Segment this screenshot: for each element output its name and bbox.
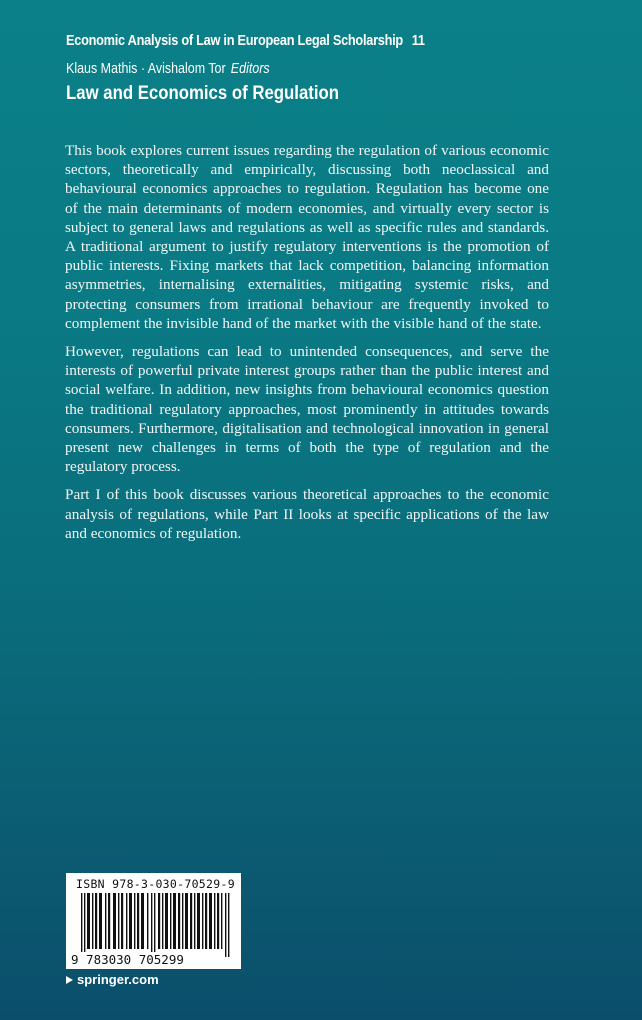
series-line [66,33,425,49]
series-title: Economic Analysis of Law in European Legal Scholarship [66,33,403,49]
editors-line [66,61,270,77]
isbn-label: ISBN 978-3-030-70529-9 [76,877,235,891]
blurb-paragraph: This book explores current issues regarding the regulation of various economic sectors, theoretically and empirically, discussing both neoclassical and behavioural economics approaches to regulation. Regulation has become one of the main determinants of modern economies, and virtually every sector is subject to general laws and regulations as well as specific rules and standards. A traditional argument to justify regulatory interventions is the promotion of public interests. Fixing markets that lack competition, balancing information asymmetries, internalising externalities, mitigating systemic risks, and protecting consumers from irrational behaviour are frequently invoked to complement the invisible hand of the market with the visible hand of the state. [65,142,549,332]
publisher-link[interactable] [66,972,159,987]
play-arrow-icon [66,976,73,984]
editor-names: Klaus Mathis · Avishalom Tor [66,61,226,77]
blurb [65,141,549,552]
isbn-barcode-box [66,873,241,969]
series-number: 11 [411,33,425,49]
editors-role: Editors [230,61,270,77]
barcode-digits: 9 783030 705299 [71,952,184,967]
book-title: Law and Economics of Regulation [66,82,340,104]
blurb-paragraph: Part I of this book discusses various theoretical approaches to the economic analysis of regulations, while Part II looks at specific applications of the law and economics of regulation. [65,486,549,542]
blurb-paragraph: However, regulations can lead to unintended consequences, and serve the interests of powerful private interest groups rather than the public interest and social welfare. In addition, new insights from behavioural economics question the traditional regulatory approaches, most prominently in attitudes towards consumers. Furthermore, digitalisation and technological innovation in general present new challenges in terms of both the type of regulation and the regulatory process. [65,343,549,476]
barcode-icon [81,893,231,957]
publisher-url: springer.com [77,972,159,987]
